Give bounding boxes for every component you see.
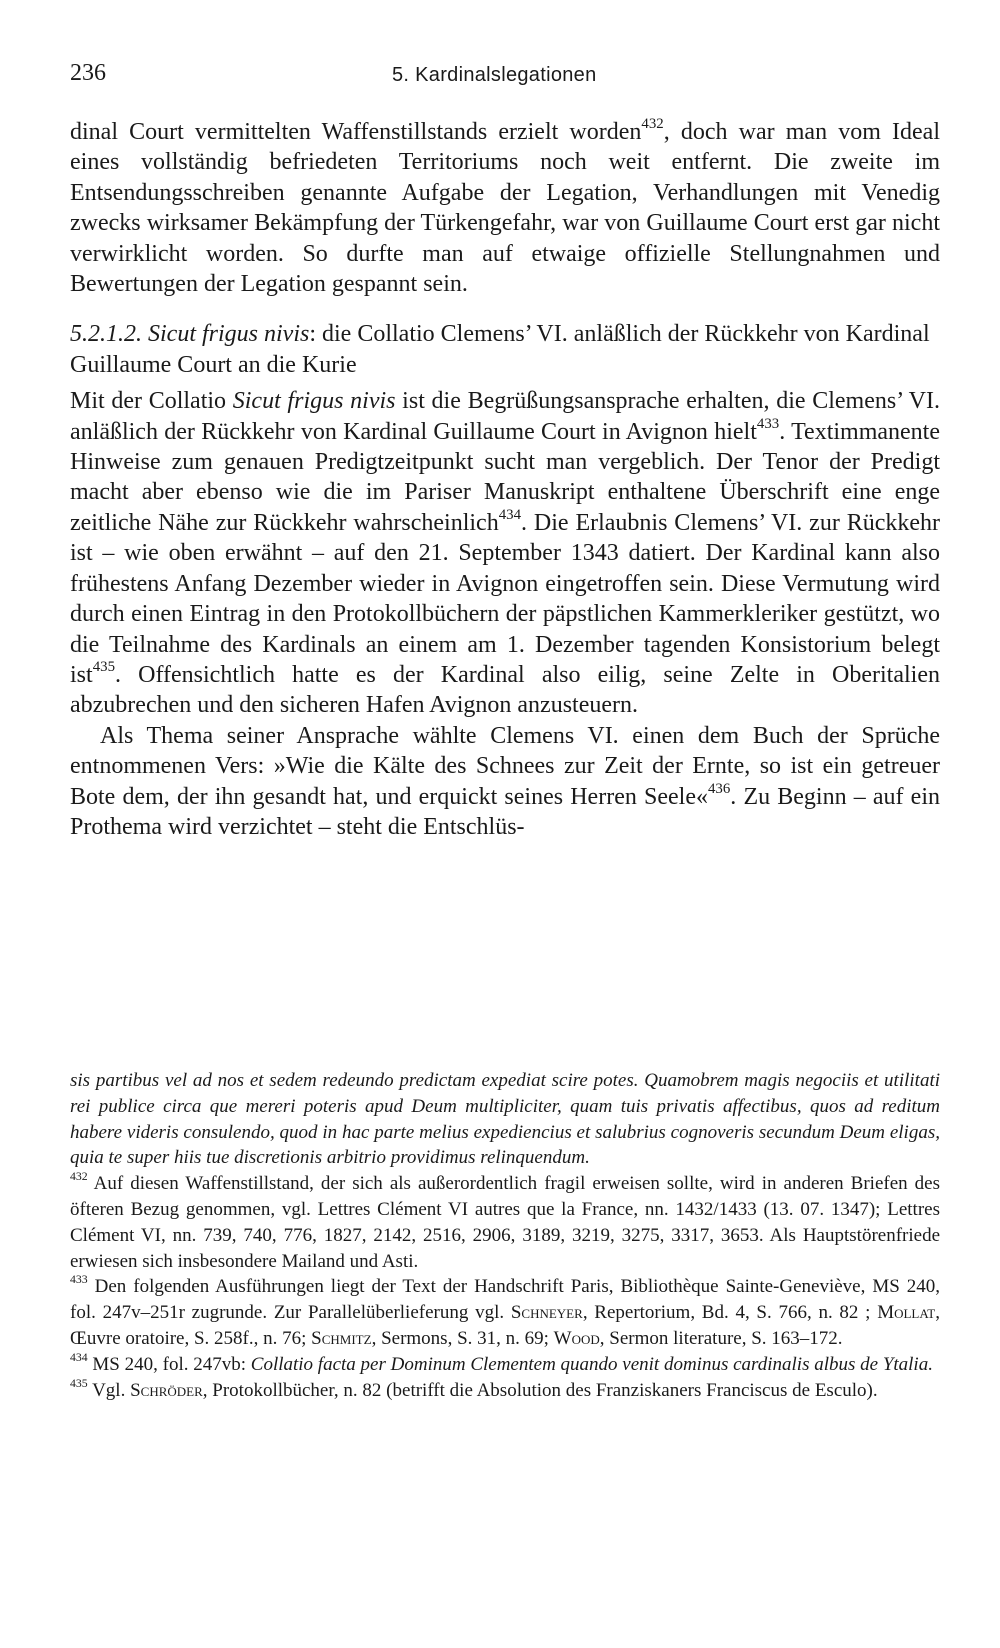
footnotes bbox=[70, 1068, 940, 1403]
footnote-434: $^{434}$ MS 240, fol. 247vb: Collatio facta per Dominum Clementem quando venit dominus cardinalis albus de Ytalia. bbox=[70, 1350, 933, 1375]
running-head: 5. Kardinalslegationen bbox=[392, 64, 597, 86]
paragraph-2: Mit der Collatio Sicut frigus nivis ist die Begrüßungsansprache erhalten, die Clemens’ VI. anläßlich der Rückkehr von Kardinal Guillaume Court in Avignon hielt$^{433}$. Textimmanente Hinweise zum genauen Predigtzeitpunkt sucht man vergeblich. Der Tenor der Predigt macht aber ebenso wie die im Pariser Manuskript enthaltene Überschrift eine enge zeitliche Nähe zur Rückkehr wahrscheinlich$^{434}$. Die Erlaubnis Clemens’ VI. zur Rückkehr ist – wie oben erwähnt – auf den 21. September 1343 datiert. Der Kardinal kann also frühestens Anfang Dezember wieder in Avignon eingetroffen sein. Diese Vermutung wird durch einen Eintrag in den Protokollbüchern der päpstlichen Kammerkleriker gestützt, wo die Teilnahme des Kardinals an einem am 1. Dezember tagenden Konsistorium belegt ist$^{435}$. Offensichtlich hatte es der Kardinal also eilig, seine Zelte in Oberitalien abzubrechen und den sicheren Hafen Avignon anzusteuern. bbox=[70, 388, 941, 719]
footnote-ref-436[interactable]: 436 bbox=[707, 780, 731, 797]
page-number: 236 bbox=[70, 60, 106, 86]
section-number: 5.2.1.2. bbox=[70, 321, 142, 348]
paragraph-1: dinal Court vermittelten Waffenstillstands erzielt worden$^{432}$, doch war man vom Ideal eines vollständig befriedeten Territoriums noch weit entfernt. Die zweite im Entsendungsschreiben genannte Aufgabe der Legation, Verhandlungen mit Venedig zwecks wirksamer Bekämpfung der Türkengefahr, war von Guillaume Court erst gar nicht verwirklicht worden. So durfte man auf etwaige offizielle Stellungnahmen und Bewertungen der Legation gespannt sein. bbox=[70, 115, 940, 298]
section-heading: 5.2.1.2. Sicut frigus nivis: die Collatio Clemens’ VI. anläßlich der Rückkehr von Kardinal Guillaume Court an die Kurie bbox=[70, 321, 930, 378]
footnote-432: $^{432}$ Auf diesen Waffenstillstand, der sich als außerordentlich fragil erweisen sollte, wird in anderen Briefen des öfteren Bezug genommen, vgl. Lettres Clément VI autres que la France, nn. 1432/1433 (13. 07. 1347); Lettres Clément VI, nn. 739, 740, 776, 1827, 2142, 2516, 2906, 3189, 3219, 3275, 3317, 3653. Als Hauptstörenfriede erwiesen sich insbesondere Mailand und Asti. bbox=[70, 1170, 940, 1272]
footnote-ref-434[interactable]: 434 bbox=[498, 506, 522, 523]
footnote-435: $^{435}$ Vgl. Schröder, Protokollbücher, n. 82 (betrifft die Absolution des Franziskaners Franciscus de Esculo). bbox=[70, 1376, 878, 1401]
footnote-ref-435[interactable]: 435 bbox=[92, 658, 115, 675]
footnote-433: $^{433}$ Den folgenden Ausführungen liegt der Text der Handschrift Paris, Bibliothèque Sainte-Geneviève, MS 240, fol. 247v–251r zugrunde. Zur Parallelüberlieferung vgl. Schneyer, Repertorium, Bd. 4, S. 766, n. 82 ; Mollat, Œuvre oratoire, S. 258f., n. 76; Schmitz, Sermons, S. 31, n. 69; Wood, Sermon literature, S. 163–172. bbox=[70, 1273, 940, 1349]
footnote-continuation: sis partibus vel ad nos et sedem redeundo predictam expediat scire potes. Quamobrem magis negociis et utilitati rei publice circa que mereri poteris apud Deum multipliciter, quam tuis privatis affectibus, quos ad reditum habere videris consulendo, quod in hac parte melius expediencius et salubrius cognoveris secundum Deum eligas, quia te super hiis tue discretionis arbitrio providimus relinquendum. bbox=[70, 1070, 940, 1169]
main-text bbox=[70, 117, 940, 842]
footnote-ref-433[interactable]: 433 bbox=[756, 415, 780, 432]
paragraph-3: Als Thema seiner Ansprache wählte Clemens VI. einen dem Buch der Sprüche entnommenen Vers: »Wie die Kälte des Schnees zur Zeit der Ernte, so ist ein getreuer Bote dem, der ihn gesandt hat, und erquickt seines Herren Seele«$^{436}$. Zu Beginn – auf ein Prothema wird verzichtet – steht die Entschlüs- bbox=[70, 722, 941, 840]
footnote-ref-432[interactable]: 432 bbox=[641, 115, 664, 132]
